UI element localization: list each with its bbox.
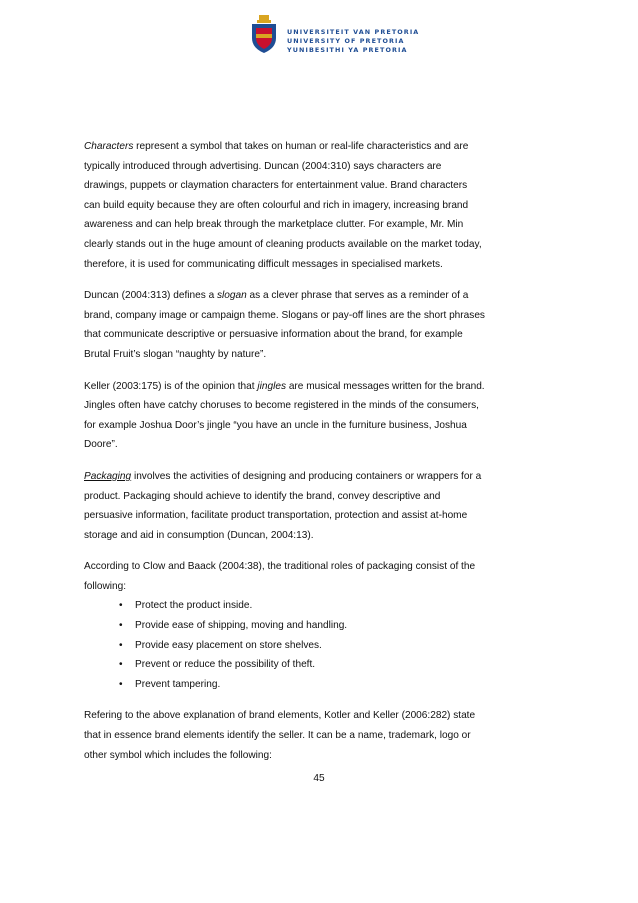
list-item-text: Provide ease of shipping, moving and handling. bbox=[135, 620, 348, 632]
closing-paragraph: Refering to the above explanation of brand elements, Kotler and Keller (2006:282) state that in essence brand elements identify the seller. It can be a name, trademark, logo or other symbol which includes the following: bbox=[84, 710, 476, 761]
text-segment: as a clever phrase that serves as a reminder of a brand, company image or campaign theme. Slogans or pay-off lines are the short phrases that communicate descriptive or persuasive information about the brand, for example Brutal Fruit’s slogan “naughty by nature”. bbox=[84, 290, 485, 360]
paragraph-5 bbox=[84, 557, 486, 596]
list-item-text: Prevent tampering. bbox=[135, 678, 221, 690]
list-item-text: Prevent or reduce the possibility of theft. bbox=[135, 659, 316, 671]
paragraph-1 bbox=[84, 137, 486, 274]
text-segment: Characters bbox=[84, 141, 134, 152]
text-segment: jingles bbox=[257, 380, 287, 392]
university-name bbox=[287, 28, 419, 55]
university-crest-icon bbox=[247, 14, 281, 54]
list-item bbox=[119, 655, 486, 675]
list-item-text: Protect the product inside. bbox=[135, 600, 253, 612]
university-name-sepedi: YUNIBESITHI YA PRETORIA bbox=[287, 46, 408, 54]
bullet-icon: • bbox=[119, 600, 123, 612]
text-segment: involves the activities of designing and producing containers or wrappers for a product. Packaging should achieve to identify the brand, convey descriptive and persuasive information, facilitate product transportation, protection and assist at-home storage and aid in consumption (Duncan, 2004:13). bbox=[84, 470, 482, 541]
text-segment: are musical messages written for the brand. Jingles often have catchy choruses to become registered in the minds of the consumers, for example Joshua Door’s jingle “you have an uncle in the furniture business, Joshua Doore”. bbox=[84, 380, 485, 451]
university-name-english: UNIVERSITY OF PRETORIA bbox=[287, 37, 405, 45]
text-segment: Duncan (2004:313) defines a bbox=[84, 290, 217, 302]
body-paragraphs bbox=[84, 137, 486, 596]
paragraph-2 bbox=[84, 286, 486, 364]
list-item bbox=[119, 636, 486, 656]
paragraph-3 bbox=[84, 377, 486, 455]
bullet-icon: • bbox=[119, 620, 123, 632]
paragraph-4 bbox=[84, 467, 486, 545]
list-item bbox=[119, 675, 486, 695]
text-segment: represent a symbol that takes on human or real-life characteristics and are typically introduced through advertising. Duncan (2004:310) says characters are drawings, puppets or claymation characters for entertainment value. Brand characters can build equity because they are often colourful and rich in imagery, increasing brand awareness and can help break through the marketplace clutter. For example, Mr. Min clearly stands out in the huge amount of cleaning products available on the market today, therefore, it is used for communicating difficult messages in specialised markets. bbox=[84, 141, 482, 270]
bullet-icon: • bbox=[119, 678, 123, 690]
list-item bbox=[119, 616, 486, 636]
page-number: 45 bbox=[313, 773, 325, 784]
document-body bbox=[84, 137, 486, 765]
university-name-afrikaans: UNIVERSITEIT VAN PRETORIA bbox=[287, 28, 420, 36]
text-segment: Packaging bbox=[84, 470, 132, 482]
bullet-icon: • bbox=[119, 659, 123, 671]
text-segment: Keller (2003:175) is of the opinion that bbox=[84, 380, 258, 392]
page-header bbox=[247, 14, 420, 62]
packaging-roles-list bbox=[84, 596, 486, 694]
text-segment: slogan bbox=[217, 290, 247, 302]
bullet-icon: • bbox=[119, 639, 123, 651]
list-item-text: Provide easy placement on store shelves. bbox=[135, 639, 322, 651]
list-item bbox=[119, 596, 486, 616]
text-segment: According to Clow and Baack (2004:38), the traditional roles of packaging consist of the following: bbox=[84, 561, 476, 592]
